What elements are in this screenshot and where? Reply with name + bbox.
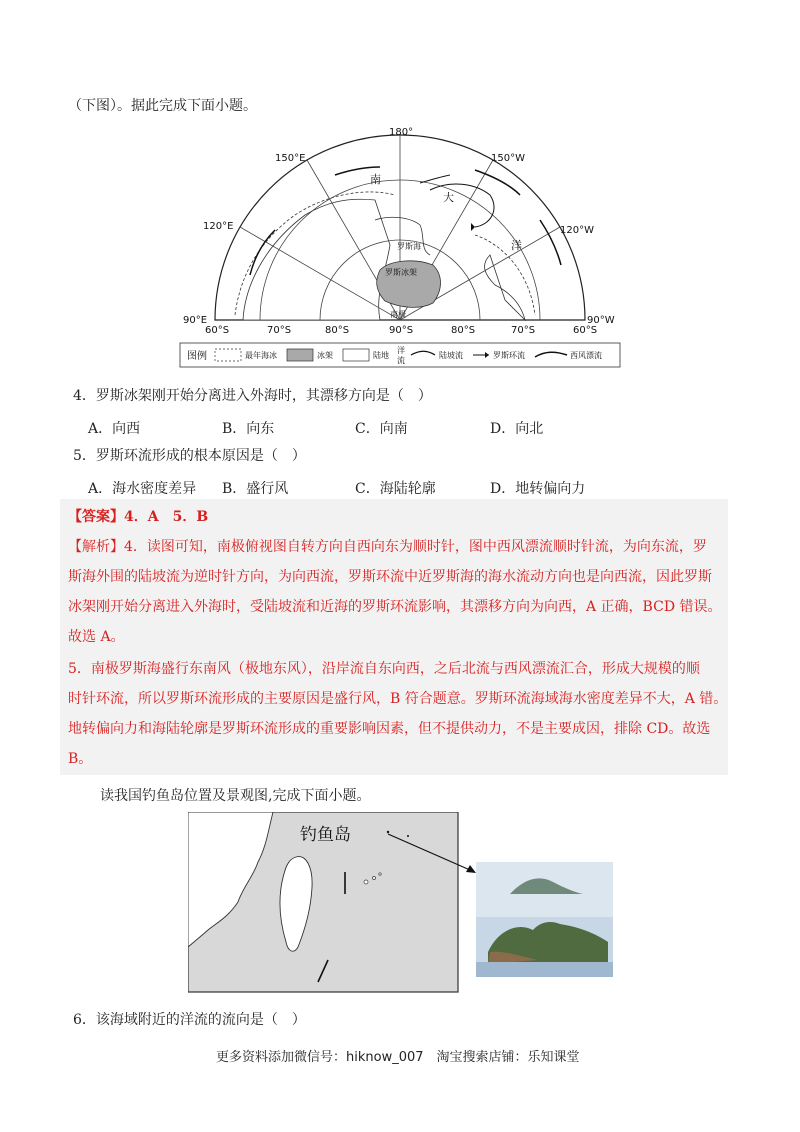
- legend-item: 陆地: [373, 351, 389, 360]
- answer-line: 【答案】4．A 5．B: [68, 509, 209, 525]
- legend-item: 冰架: [317, 351, 333, 360]
- lat-label: 80°S: [451, 325, 476, 336]
- char-da: 大: [443, 191, 454, 204]
- q4-option-a: A．向西: [88, 421, 141, 437]
- explanation-line: 时针环流，所以罗斯环流形成的主要原因是盛行风，B 符合题意。罗斯环流海域海水密度差异不大，A 错。: [68, 691, 728, 707]
- char-yang: 洋: [511, 239, 522, 252]
- q6-stem: 6．该海域附近的洋流的流向是（ ）: [73, 1012, 306, 1028]
- lat-label: 70°S: [511, 325, 536, 336]
- intro-text: （下图）。据此完成下面小题。: [68, 98, 257, 114]
- legend-item: 罗斯环流: [493, 351, 525, 360]
- diaoyu-landscape-photo: [476, 862, 613, 977]
- south-pole-label: 南极: [390, 310, 406, 319]
- ross-sea-label: 罗斯海: [397, 242, 421, 251]
- q5-option-d: D．地转偏向力: [490, 481, 586, 497]
- q5-stem: 5．罗斯环流形成的根本原因是（ ）: [73, 448, 306, 464]
- q5-option-b: B．盛行风: [222, 481, 289, 497]
- lat-label: 70°S: [267, 325, 292, 336]
- legend-title: 图例: [187, 351, 207, 362]
- label-90w: 90°W: [587, 315, 615, 326]
- lat-label: 80°S: [325, 325, 350, 336]
- label-150w: 150°W: [491, 153, 525, 164]
- label-120e: 120°E: [203, 221, 234, 232]
- lat-label: 60°S: [205, 325, 230, 336]
- q4-option-c: C．向南: [355, 421, 408, 437]
- label-150e: 150°E: [275, 153, 306, 164]
- q4-stem: 4．罗斯冰架刚开始分离进入外海时，其漂移方向是（ ）: [73, 388, 432, 404]
- explanation-line: 5．南极罗斯海盛行东南风（极地东风），沿岸流自东向西，之后北流与西风漂流汇合，形成大规模的顺: [68, 661, 700, 677]
- q5-option-c: C．海陆轮廓: [355, 481, 436, 497]
- label-90e: 90°E: [183, 315, 208, 326]
- explanation-line: B。: [68, 751, 93, 767]
- q5-option-a: A．海水密度差异: [88, 481, 197, 497]
- ross-sea-map: [175, 125, 735, 370]
- char-nan: 南: [370, 173, 381, 186]
- explanation-line: 故选 A。: [68, 629, 125, 645]
- q4-option-d: D．向北: [490, 421, 544, 437]
- legend-item: 陆坡流: [439, 351, 463, 360]
- legend-ocean-char: 洋: [397, 346, 405, 355]
- diaoyu-label: 钓鱼岛: [300, 825, 351, 845]
- explanation-line: 冰架刚开始分离进入外海时，受陆坡流和近海的罗斯环流影响，其漂移方向为向西，A 正确，BCD 错误。: [68, 599, 722, 615]
- footer-text: 更多资料添加微信号：hiknow_007 淘宝搜索店铺：乐知课堂: [216, 1050, 580, 1065]
- legend-ocean-char: 流: [397, 356, 405, 365]
- ross-ice-label: 罗斯冰架: [385, 268, 417, 277]
- explanation-line: 斯海外围的陆坡流为逆时针方向，为向西流，罗斯环流中近罗斯海的海水流动方向也是向西流，因此罗斯: [68, 569, 712, 585]
- section2-intro: 读我国钓鱼岛位置及景观图,完成下面小题。: [100, 788, 371, 804]
- diaoyu-map: [188, 812, 613, 997]
- lat-label: 60°S: [573, 325, 598, 336]
- legend-item: 最年海冰: [245, 351, 277, 360]
- explanation-line: 地转偏向力和海陆轮廓是罗斯环流形成的重要影响因素，但不提供动力，不是主要成因，排除 CD。故选: [68, 721, 711, 737]
- legend-item: 西风漂流: [570, 351, 602, 360]
- label-180: 180°: [389, 127, 414, 138]
- label-120w: 120°W: [560, 225, 594, 236]
- lat-label: 90°S: [389, 325, 414, 336]
- q4-option-b: B．向东: [222, 421, 275, 437]
- explanation-line: 【解析】4．读图可知，南极俯视图自转方向自西向东为顺时针，图中西风漂流顺时针流，为向东流，罗: [68, 539, 707, 555]
